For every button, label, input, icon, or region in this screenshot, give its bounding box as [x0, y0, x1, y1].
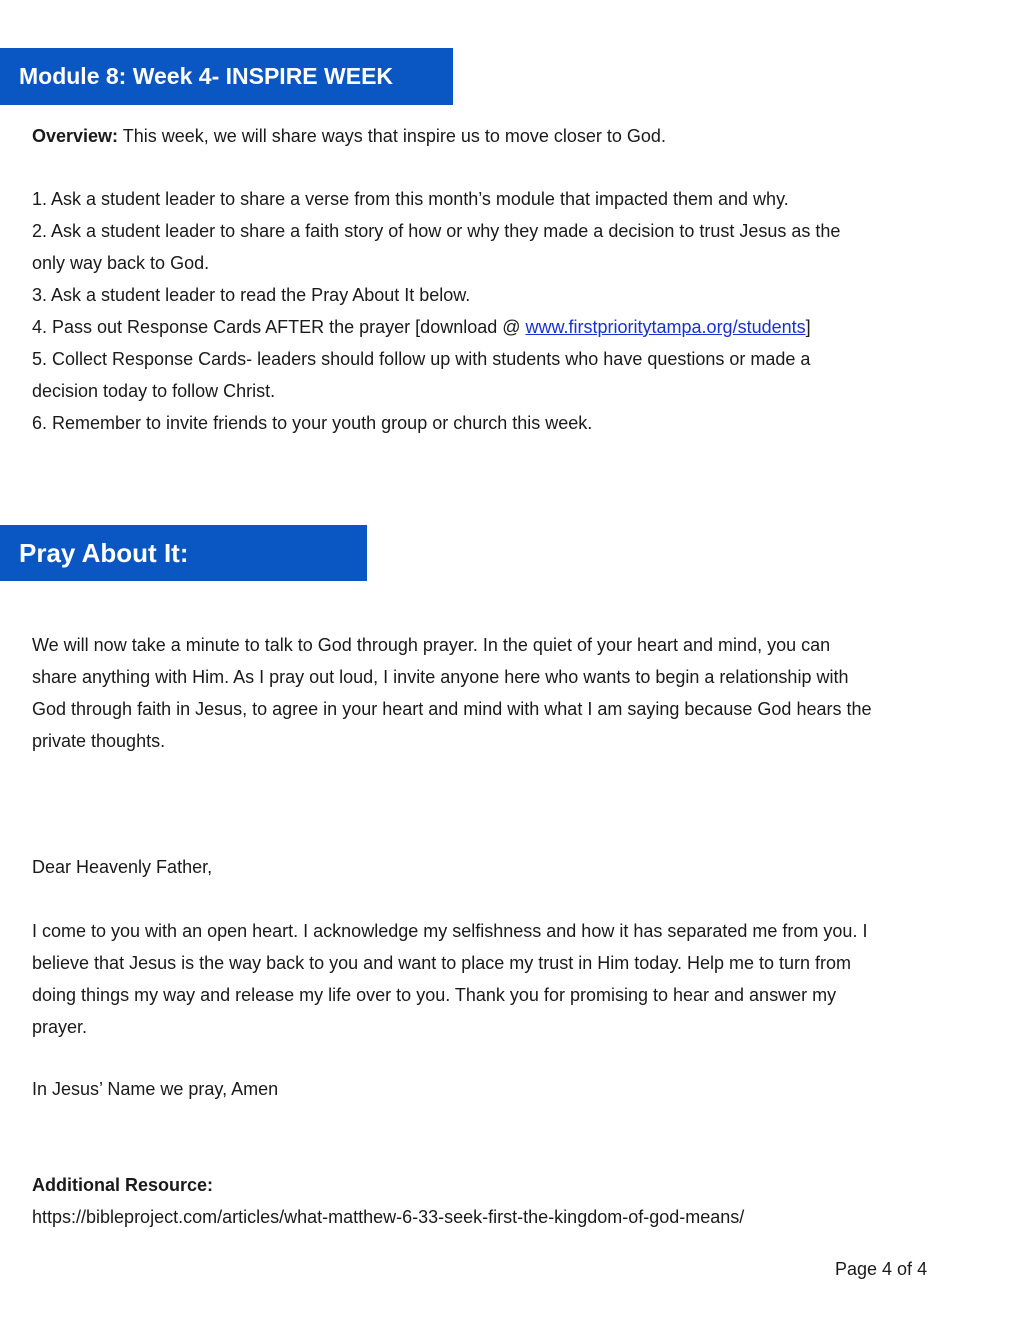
- list-item-continued: decision today to follow Christ.: [32, 381, 276, 401]
- prayer-intro-paragraph: [32, 629, 982, 757]
- step4-suffix: ]: [805, 317, 811, 337]
- prayer-paragraph: [32, 915, 982, 1043]
- pray-heading: Pray About It:: [19, 537, 189, 568]
- intro-line: We will now take a minute to talk to God through prayer. In the quiet of your heart and mind, you can: [32, 635, 831, 655]
- resource-url[interactable]: https://bibleproject.com/articles/what-matthew-6-33-seek-first-the-kingdom-of-god-means/: [32, 1207, 745, 1227]
- list-item-continued: only way back to God.: [32, 253, 210, 273]
- list-item: 6. Remember to invite friends to your youth group or church this week.: [32, 413, 593, 433]
- prayer-line: doing things my way and release my life over to you. Thank you for promising to hear and answer my: [32, 985, 837, 1005]
- overview-label: Overview:: [32, 126, 119, 146]
- list-item: 1. Ask a student leader to share a verse from this month’s module that impacted them and why.: [32, 189, 789, 209]
- intro-line: God through faith in Jesus, to agree in your heart and mind with what I am saying because God hears the: [32, 699, 872, 719]
- prayer-greeting: Dear Heavenly Father,: [32, 857, 213, 877]
- prayer-closing: In Jesus’ Name we pray, Amen: [32, 1079, 279, 1099]
- list-item: 2. Ask a student leader to share a faith story of how or why they made a decision to trust Jesus as the: [32, 221, 841, 241]
- overview-text: This week, we will share ways that inspire us to move closer to God.: [118, 126, 666, 146]
- steps-list: [32, 183, 982, 439]
- intro-line: private thoughts.: [32, 731, 166, 751]
- additional-resource-label: Additional Resource:: [32, 1175, 214, 1195]
- step4-prefix: 4. Pass out Response Cards AFTER the prayer [download @: [32, 317, 526, 337]
- prayer-line: I come to you with an open heart. I acknowledge my selfishness and how it has separated me from you. I: [32, 921, 868, 941]
- overview-paragraph: [32, 120, 982, 152]
- prayer-line: believe that Jesus is the way back to you and want to place my trust in Him today. Help me to turn from: [32, 953, 852, 973]
- prayer-line: prayer.: [32, 1017, 88, 1037]
- module-title-banner: [0, 48, 453, 105]
- module-title: Module 8: Week 4- INSPIRE WEEK: [19, 63, 394, 89]
- list-item: 3. Ask a student leader to read the Pray About It below.: [32, 285, 471, 305]
- download-link[interactable]: www.firstprioritytampa.org/students: [525, 317, 806, 337]
- page-number: Page 4 of 4: [835, 1259, 928, 1279]
- list-item: [32, 311, 982, 343]
- intro-line: share anything with Him. As I pray out loud, I invite anyone here who wants to begin a relationship with: [32, 667, 849, 687]
- pray-about-it-banner: [0, 525, 367, 581]
- list-item: 5. Collect Response Cards- leaders should follow up with students who have questions or made a: [32, 349, 811, 369]
